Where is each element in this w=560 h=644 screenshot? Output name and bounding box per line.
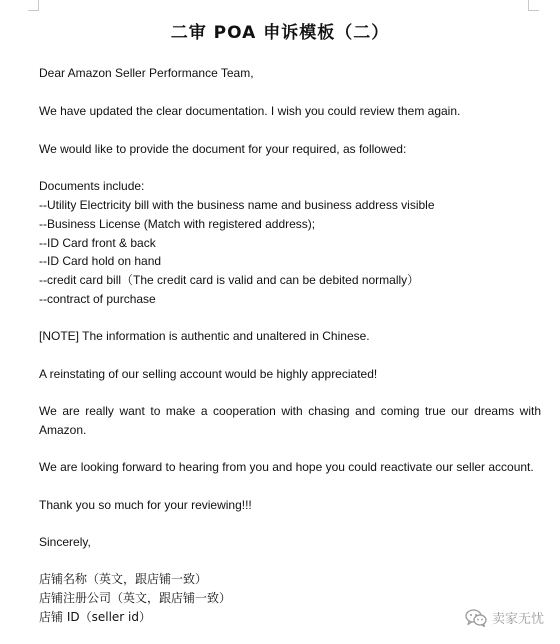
signature-seller-id: 店铺 ID（seller id）: [39, 610, 151, 624]
page-corner-mark-left: [28, 0, 39, 11]
document-item: --ID Card front & back: [39, 236, 156, 250]
closing: Sincerely,: [39, 535, 91, 549]
document-item: --Utility Electricity bill with the business name and business address visible: [39, 198, 435, 212]
document-item: --contract of purchase: [39, 292, 156, 306]
documents-header: Documents include:: [39, 179, 145, 193]
document-item: --ID Card hold on hand: [39, 254, 162, 268]
paragraph-cooperation: We are really want to make a cooperation with chasing and coming true our dreams with Amazon.: [39, 404, 541, 437]
paragraph-looking-forward: We are looking forward to hearing from you and hope you could reactivate our seller account.: [39, 460, 534, 474]
wechat-icon: [465, 609, 487, 627]
signature-company: 店铺注册公司（英文，跟店铺一致）: [39, 591, 232, 605]
document-title: 二审 POA 申诉模板（二）: [170, 23, 390, 43]
paragraph-thanks: Thank you so much for your reviewing!!!: [39, 498, 252, 512]
paragraph-provide-docs: We would like to provide the document for your required, as followed:: [39, 142, 407, 156]
document-item: --credit card bill（The credit card is valid and can be debited normally）: [39, 273, 420, 287]
note: [NOTE] The information is authentic and unaltered in Chinese.: [39, 329, 370, 343]
document-item: --Business License (Match with registered address);: [39, 217, 316, 231]
greeting: Dear Amazon Seller Performance Team,: [39, 66, 254, 80]
paragraph-reinstate: A reinstating of our selling account would be highly appreciated!: [39, 367, 378, 381]
page-corner-mark-right: [528, 0, 539, 11]
signature-store-name: 店铺名称（英文，跟店铺一致）: [39, 572, 208, 586]
watermark: [465, 608, 544, 627]
watermark-text: 卖家无忧: [491, 612, 544, 627]
paragraph-updated-docs: We have updated the clear documentation. I wish you could review them again.: [39, 104, 461, 118]
